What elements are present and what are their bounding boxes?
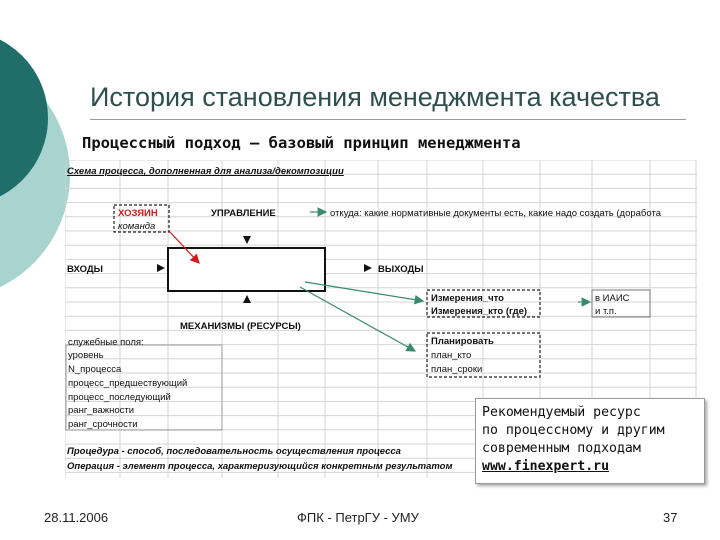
output-arrow — [364, 264, 372, 272]
plan-terms-label: план_сроки — [431, 364, 483, 375]
service-field: ранг_важности — [68, 405, 135, 416]
service-field: процесс_предшествующий — [68, 378, 188, 389]
finexpert-link[interactable]: www.finexpert.ru — [482, 459, 610, 474]
control-note: откуда: какие нормативные документы есть, какие надо создать (доработа — [330, 208, 661, 219]
service-field: уровень — [68, 350, 104, 361]
owner-label: ХОЗЯИН — [118, 208, 158, 219]
etc-label: и т.п. — [595, 306, 617, 317]
title-divider — [90, 119, 686, 120]
mechanisms-label: МЕХАНИЗМЫ (РЕСУРСЫ) — [180, 321, 301, 332]
callout-line: Рекомендуемый ресурс — [482, 405, 641, 420]
page-number: 37 — [663, 510, 678, 525]
iais-label: в ИАИС — [595, 293, 630, 304]
callout-line: по процессному и другим — [482, 423, 665, 438]
measure-who-label: Измерения_кто (где) — [431, 306, 528, 317]
control-label: УПРАВЛЕНИЕ — [211, 208, 276, 219]
mechanism-arrow — [243, 295, 251, 303]
footer-date: 28.11.2006 — [44, 510, 109, 525]
control-arrow — [243, 236, 251, 244]
service-field: N_процесса — [68, 364, 122, 375]
service-field: процесс_последующий — [68, 392, 171, 403]
diagram-header: Схема процесса, дополненная для анализа/декомпозиции — [67, 166, 344, 177]
service-fields-header: служебные поля: — [68, 337, 144, 348]
resource-callout — [475, 398, 705, 484]
inputs-label: ВХОДЫ — [67, 264, 103, 275]
outputs-label: ВЫХОДЫ — [378, 264, 424, 275]
service-field: ранг_срочности — [68, 419, 138, 430]
measure-what-label: Измерения_что — [431, 293, 504, 304]
input-arrow — [157, 264, 165, 272]
callout-line: современным подходам — [482, 441, 641, 456]
page-title: История становления менеджмента качества — [90, 82, 660, 112]
footer-center: ФПК - ПетрГУ - УМУ — [297, 510, 419, 525]
team-label: команда — [118, 221, 156, 232]
definition-procedure: Процедура - способ, последовательность осуществления процесса — [67, 446, 401, 457]
plan-who-label: план_кто — [431, 350, 472, 361]
definition-operation: Операция - элемент процесса, характеризующийся конкретным результатом — [67, 461, 453, 472]
page-subtitle: Процессный подход – базовый принцип менеджмента — [82, 134, 521, 152]
planning-label: Планировать — [431, 336, 494, 347]
